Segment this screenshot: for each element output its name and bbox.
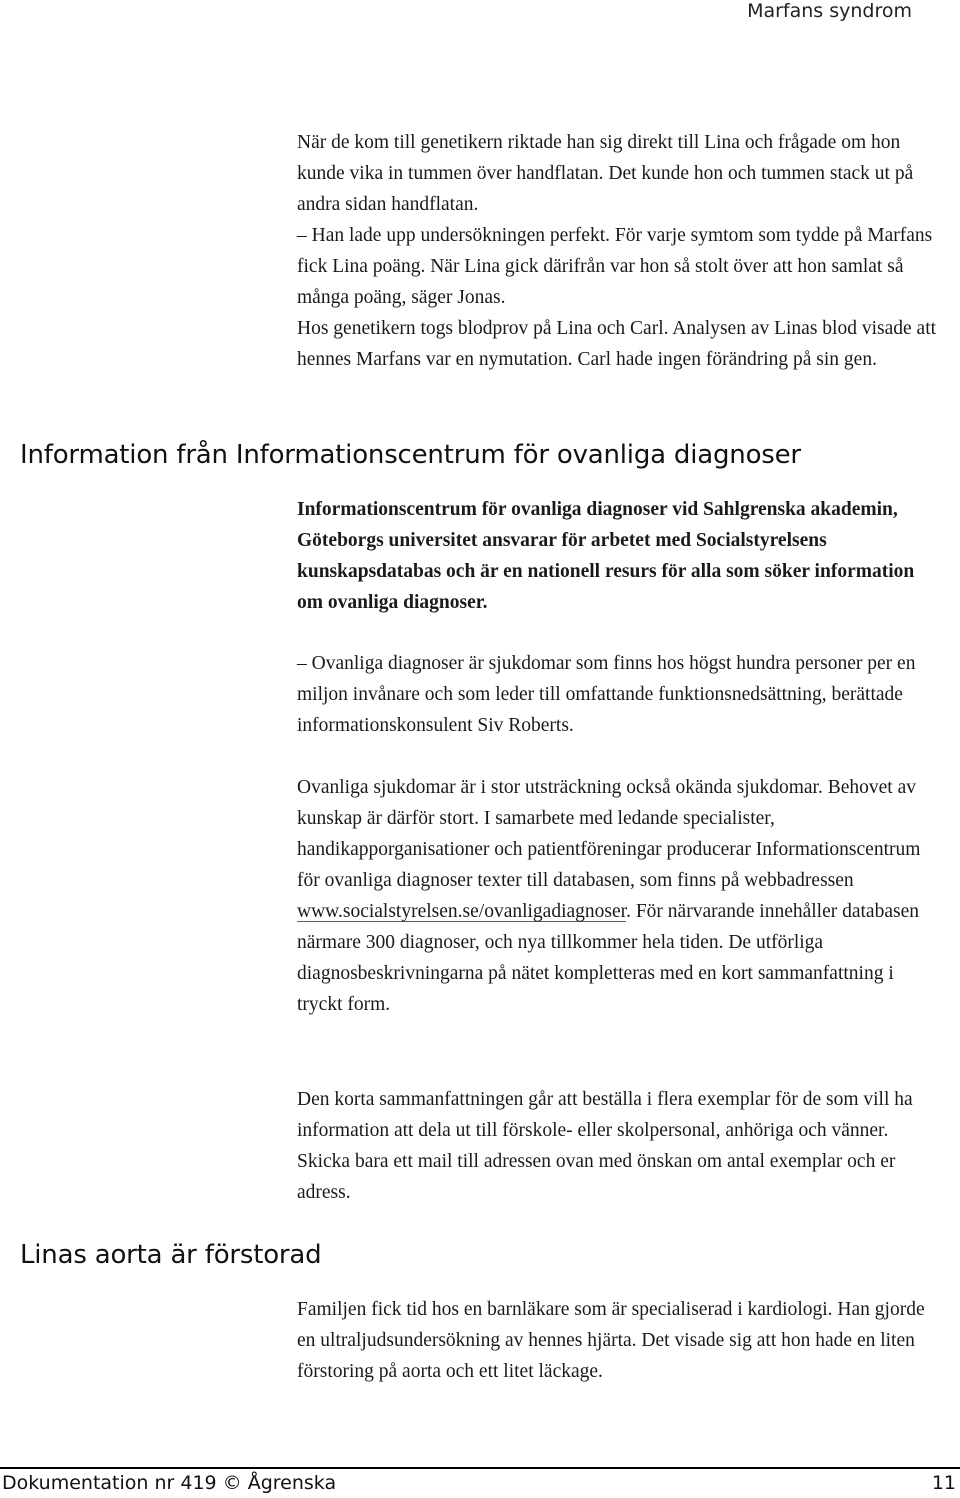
aorta-paragraph: [297, 1294, 937, 1387]
intro-paragraph-1: När de kom till genetikern riktade han sig direkt till Lina och frågade om hon kunde vika in tummen över handflatan. Det kunde hon och tummen stack ut på andra sidan handflatan.: [297, 132, 914, 215]
running-header-title: Marfans syndrom: [747, 0, 912, 22]
info-paragraph-2: [297, 772, 937, 1020]
intro-text: [297, 127, 937, 375]
aorta-text: Familjen fick tid hos en barnläkare som är specialiserad i kardiologi. Han gjorde en ultraljudsundersökning av hennes hjärta. Det visade sig att hon hade en liten förstoring på aorta och ett litet läckage.: [297, 1299, 925, 1382]
intro-paragraph-2: – Han lade upp undersökningen perfekt. För varje symtom som tydde på Marfans fick Lina poäng. När Lina gick därifrån var hon så stolt över att hon samlat så många poäng, säger Jonas.: [297, 225, 933, 308]
info-database-text-after: . För närvarande innehåller databasen närmare 300 diagnoser, och nya tillkommer hela tiden. De utförliga diagnosbeskrivningarna på nätet kompletteras med en kort sammanfattning i tryckt form.: [297, 901, 919, 1015]
section-heading-information: Information från Informationscentrum för ovanliga diagnoser: [20, 440, 801, 470]
info-lead-paragraph: Informationscentrum för ovanliga diagnoser vid Sahlgrenska akademin, Göteborgs universitet ansvarar för arbetet med Socialstyrelsens kunskapsdatabas och är en nationell resurs för alla som söker information om ovanliga diagnoser.: [297, 499, 915, 613]
info-database-paragraph: [297, 772, 937, 1020]
footer-divider: [0, 1467, 960, 1469]
page-number: 11: [931, 1472, 956, 1494]
footer-publication: Dokumentation nr 419 © Ågrenska: [2, 1472, 337, 1494]
info-quote-paragraph: – Ovanliga diagnoser är sjukdomar som finns hos högst hundra personer per en miljon invånare och som leder till omfattande funktionsnedsättning, berättade informationskonsulent Siv Roberts.: [297, 653, 916, 736]
info-paragraph-1: [297, 648, 937, 741]
section-heading-aorta: Linas aorta är förstorad: [20, 1240, 322, 1270]
info-database-text-before: Ovanliga sjukdomar är i stor utsträckning också okända sjukdomar. Behovet av kunskap är därför stort. I samarbete med ledande specialister, handikapporganisationer och patientföreningar producerar Informationscentrum för ovanliga diagnoser texter till databasen, som finns på webbadressen: [297, 777, 921, 891]
socialstyrelsen-link[interactable]: www.socialstyrelsen.se/ovanligadiagnoser: [297, 901, 627, 922]
info-order-paragraph: Den korta sammanfattningen går att beställa i flera exemplar för de som vill ha information att dela ut till förskole- eller skolpersonal, anhöriga och vänner. Skicka bara ett mail till adressen ovan med önskan om antal exemplar och er adress.: [297, 1089, 913, 1203]
info-lead: [297, 494, 937, 618]
intro-paragraph-3: Hos genetikern togs blodprov på Lina och Carl. Analysen av Linas blod visade att hennes Marfans var en nymutation. Carl hade ingen förändring på sin gen.: [297, 318, 937, 370]
info-paragraph-3: [297, 1084, 937, 1208]
